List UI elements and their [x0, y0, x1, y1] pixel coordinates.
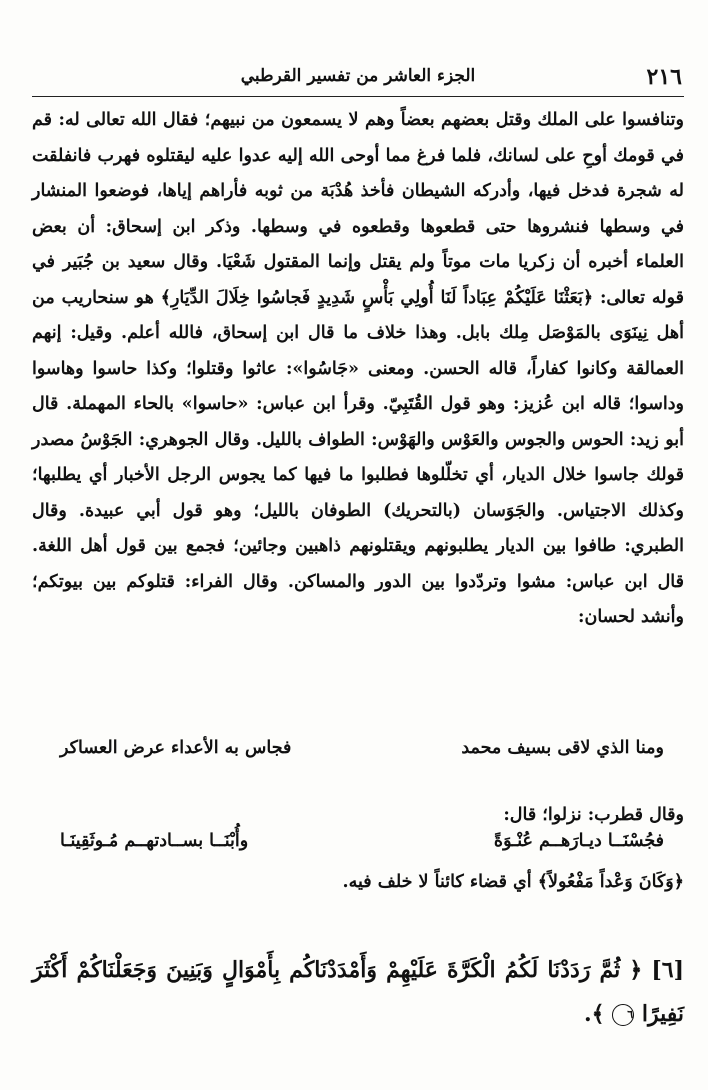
- page-number: ٢١٦: [646, 64, 682, 90]
- verse-2-first-hemistich: فجُسْنَــا ديـارَهــم عُنْـوَةً: [493, 831, 664, 851]
- quran-verse-block: [32, 948, 684, 1036]
- verse-1-first-hemistich: ومنا الذي لاقى بسيف محمد: [461, 738, 664, 758]
- qutrub-line: وقال قطرب: نزلوا؛ قال:: [503, 805, 684, 825]
- page-header: [32, 60, 684, 97]
- verse-2-second-hemistich: وأُبْنَــا بســادتهــم مُـوثَقِينَـا: [60, 831, 249, 851]
- poetry-verse-2: [32, 825, 684, 861]
- ayah-number-marker: ٦: [612, 1004, 634, 1026]
- verse-number-bracket: [٦]: [651, 957, 684, 983]
- quran-verse-end: ﴾.: [583, 1001, 605, 1027]
- commentary-text: [32, 103, 684, 636]
- verse-1-second-hemistich: فجاس به الأعداء عرض العساكر: [60, 738, 292, 758]
- running-title: الجزء العاشر من تفسير القرطبي: [240, 66, 476, 86]
- quran-verse-text: ﴿ ثُمَّ رَدَدْنَا لَكُمُ الْكَرَّةَ عَلَيْهِمْ وَأَمْدَدْنَاكُم بِأَمْوَالٍ وَبَنِينَ وَجَعَلْنَاكُمْ أَكْثَرَ نَفِيرًا: [32, 957, 684, 1027]
- commentary-paragraph: وتنافسوا على الملك وقتل بعضهم بعضاً وهم لا يسمعون من نبيهم؛ فقال الله تعالى له: قم في قومك أوحِ على لسانك، فلما فرغ مما أوحى الله إليه عدوا عليه ليقتلوه فهرب فانفلقت له شجرة فدخل فيها، وأدركه الشيطان فأخذ هُدْبَة من ثوبه فأراهم إياها، فوضعوا المنشار في وسطها فنشروها حتى قطعوها وقطعوه في وسطها. وذكر ابن إسحاق: أن بعض العلماء أخبره أن زكريا مات موتاً ولم يقتل وإنما المقتول شَعْيَا. وقال سعيد بن جُبَير في قوله تعالى: ﴿بَعَثْنَا عَلَيْكُمْ عِبَاداً لَنَا أُولِي بَأْسٍ شَدِيدٍ فَجاسُوا خِلَالَ الدِّيَارِ﴾ هو سنحاريب من أهل نِينَوَى بالمَوْصَل مِلك بابل. وهذا خلاف ما قال ابن إسحاق، فالله أعلم. وقيل: إنهم العمالقة وكانوا كفاراً، قاله الحسن. ومعنى «جَاسُوا»: عاثوا وقتلوا؛ وكذا حاسوا وهاسوا وداسوا؛ قاله ابن عُزيز: وهو قول القُتَبِيّ. وقرأ ابن عباس: «حاسوا» بالحاء المهملة. قال أبو زيد: الحوس والجوس والعَوْس والهَوْس: الطواف بالليل. وقال الجوهري: الجَوْسُ مصدر قولك جاسوا خلال الديار، أي تخلّلوها فطلبوا ما فيها كما يجوس الرجل الأخبار أي يطلبها؛ وكذلك الاجتياس. والجَوَسان (بالتحريك) الطوفان بالليل؛ وهو قول أبي عبيدة. وقال الطبري: طافوا بين الديار يطلبونهم ويقتلونهم ذاهبين وجائين؛ فجمع بين قول أهل اللغة. قال ابن عباس: مشوا وتردّدوا بين الدور والمساكن. وقال الفراء: قتلوكم بين بيوتكم؛ وأنشد لحسان:: [32, 110, 684, 627]
- poetry-verse-1: [32, 732, 684, 768]
- closing-line: ﴿وَكَانَ وَعْداً مَفْعُولاً﴾ أي قضاء كائناً لا خلف فيه.: [342, 872, 684, 892]
